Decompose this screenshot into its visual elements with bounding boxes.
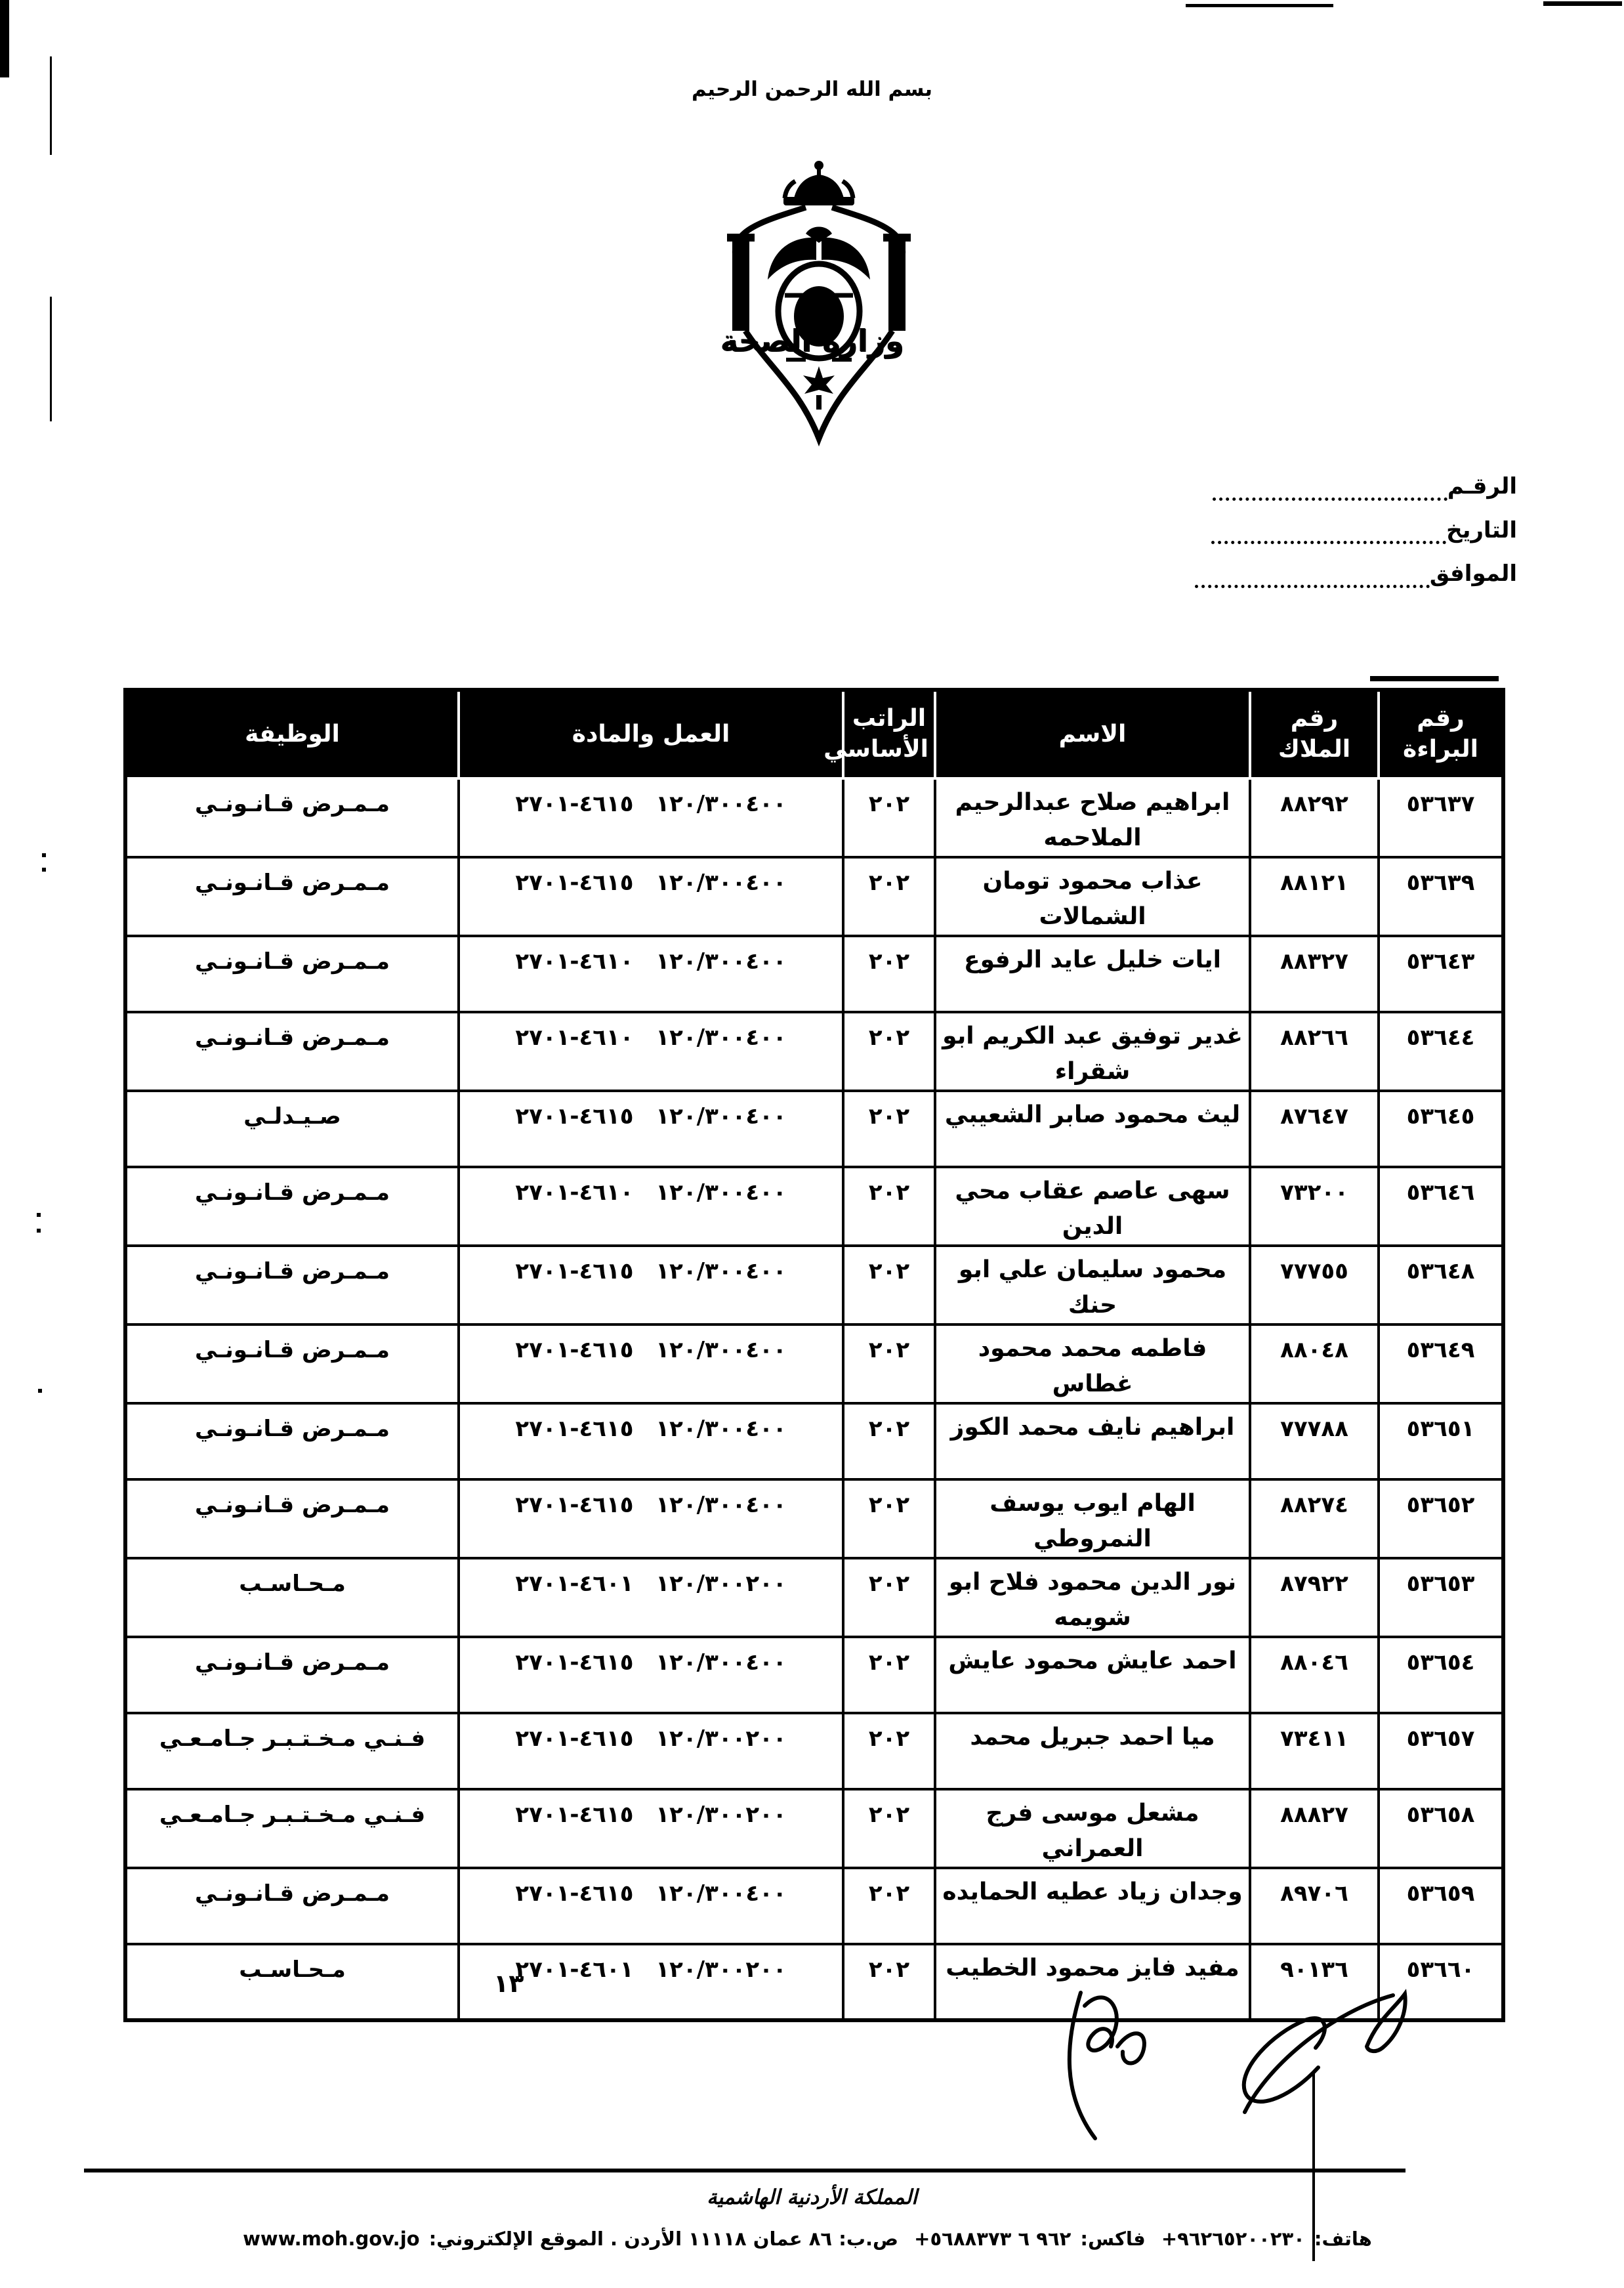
cell-basic-salary: ٢٠٢ <box>843 1637 935 1713</box>
cell-employee-name: ليث محمود صابر الشعيبي <box>935 1091 1250 1167</box>
cell-job-title: مـحـاسـب <box>125 1944 459 2020</box>
cell-establishment-number: ٨٧٩٢٢ <box>1250 1558 1379 1637</box>
scan-artifact <box>42 868 46 872</box>
ref-date-label: التاريخ <box>1446 517 1517 543</box>
cell-establishment-number: ٨٨١٢١ <box>1250 857 1379 936</box>
cell-establishment-number: ٨٨٢٧٤ <box>1250 1479 1379 1558</box>
ref-row-corresponding <box>1195 560 1517 588</box>
header-job-title: الوظيفة <box>125 690 459 778</box>
ref-corresponding-dotted-line <box>1195 564 1430 588</box>
cell-work-and-item: ١٢٠/٣٠٠٤٠٠ ٤٦١٥-٢٧٠١ <box>459 1868 843 1944</box>
cell-work-and-item: ١٢٠/٣٠٠٢٠٠ ٤٦١٥-٢٧٠١ <box>459 1713 843 1789</box>
cell-employee-name: مفيد فايز محمود الخطيب <box>935 1944 1250 2020</box>
personnel-table-grid <box>123 688 1505 2022</box>
cell-job-title: فـنـي مـخـتـبـر جـامـعـي <box>125 1713 459 1789</box>
cell-work-and-item: ١٢٠/٣٠٠٤٠٠ ٤٦١٥-٢٧٠١ <box>459 1091 843 1167</box>
cell-establishment-number: ٨٩٧٠٦ <box>1250 1868 1379 1944</box>
cell-patent-number: ٥٣٦٥٣ <box>1379 1558 1503 1637</box>
ministry-title-calligraphy: وزارة الصحة <box>720 323 904 358</box>
signature-mark <box>1007 1983 1421 2157</box>
cell-basic-salary: ٢٠٢ <box>843 1558 935 1637</box>
footer-contact-line <box>0 2228 1624 2250</box>
cell-establishment-number: ٨٨٣٢٧ <box>1250 936 1379 1012</box>
cell-patent-number: ٥٣٦٤٤ <box>1379 1012 1503 1091</box>
table-row <box>125 1403 1503 1479</box>
cell-employee-name: عذاب محمود تومان الشمالات <box>935 857 1250 936</box>
header-name: الاسم <box>935 690 1250 778</box>
cell-work-and-item: ١٢٠/٣٠٠٤٠٠ ٤٦١٥-٢٧٠١ <box>459 1479 843 1558</box>
table-row <box>125 936 1503 1012</box>
cell-patent-number: ٥٣٦٣٩ <box>1379 857 1503 936</box>
cell-employee-name: احمد عايش محمود عايش <box>935 1637 1250 1713</box>
cell-job-title: مـحـاسـب <box>125 1558 459 1637</box>
cell-work-and-item: ١٢٠/٣٠٠٤٠٠ ٤٦١٠-٢٧٠١ <box>459 1167 843 1246</box>
cell-employee-name: محمود سليمان علي ابو حنك <box>935 1246 1250 1324</box>
royal-crest-icon <box>707 155 930 463</box>
cell-establishment-number: ٧٧٧٥٥ <box>1250 1246 1379 1324</box>
footer-divider <box>84 2169 1405 2172</box>
table-row <box>125 1868 1503 1944</box>
table-row <box>125 1167 1503 1246</box>
cell-work-and-item: ١٢٠/٣٠٠٢٠٠ ٤٦٠١-٢٧٠١ <box>459 1944 843 2020</box>
header-work-and-item: العمل والمادة <box>459 690 843 778</box>
table-row <box>125 1012 1503 1091</box>
ref-number-label: الرقـم <box>1447 473 1517 499</box>
cell-employee-name: نور الدين محمود فلاح ابو شويمه <box>935 1558 1250 1637</box>
kingdom-title-calligraphy: المملكة الأردنية الهاشمية <box>707 2186 917 2209</box>
cell-job-title: مـمـرض قـانـونـي <box>125 936 459 1012</box>
ref-date-dotted-line <box>1211 520 1446 544</box>
cell-patent-number: ٥٣٦٦٠ <box>1379 1944 1503 2020</box>
cell-patent-number: ٥٣٦٤٦ <box>1379 1167 1503 1246</box>
cell-job-title: صـيـدلـي <box>125 1091 459 1167</box>
cell-work-and-item: ١٢٠/٣٠٠٤٠٠ ٤٦١٥-٢٧٠١ <box>459 1637 843 1713</box>
cell-job-title: فـنـي مـخـتـبـر جـامـعـي <box>125 1789 459 1868</box>
royal-crest-emblem <box>707 155 930 466</box>
cell-employee-name: فاطمه محمد محمود غطاس <box>935 1324 1250 1403</box>
table-row <box>125 1637 1503 1713</box>
cell-basic-salary: ٢٠٢ <box>843 778 935 857</box>
cell-basic-salary: ٢٠٢ <box>843 1167 935 1246</box>
header-patent-number: رقم البراءة <box>1379 690 1503 778</box>
cell-patent-number: ٥٣٦٥٢ <box>1379 1479 1503 1558</box>
table-row <box>125 1789 1503 1868</box>
table-row <box>125 778 1503 857</box>
phone-number: +٩٦٢٦٥٢٠٠٢٣٠ <box>1161 2228 1305 2250</box>
table-row <box>125 1246 1503 1324</box>
cell-work-and-item: ١٢٠/٣٠٠٤٠٠ ٤٦١٥-٢٧٠١ <box>459 857 843 936</box>
cell-patent-number: ٥٣٦٥٤ <box>1379 1637 1503 1713</box>
cell-employee-name: ميا احمد جبريل محمد <box>935 1713 1250 1789</box>
table-row <box>125 1558 1503 1637</box>
ref-row-number <box>1195 473 1517 501</box>
cell-patent-number: ٥٣٦٥٨ <box>1379 1789 1503 1868</box>
cell-establishment-number: ٧٣٢٠٠ <box>1250 1167 1379 1246</box>
scan-artifact <box>37 1229 41 1233</box>
cell-job-title: مـمـرض قـانـونـي <box>125 1324 459 1403</box>
cell-work-and-item: ١٢٠/٣٠٠٤٠٠ ٤٦١٥-٢٧٠١ <box>459 1324 843 1403</box>
cell-job-title: مـمـرض قـانـونـي <box>125 778 459 857</box>
cell-work-and-item: ١٢٠/٣٠٠٤٠٠ ٤٦١٠-٢٧٠١ <box>459 936 843 1012</box>
cell-patent-number: ٥٣٦٥٩ <box>1379 1868 1503 1944</box>
signature-icon <box>1007 1983 1421 2154</box>
scan-artifact <box>0 0 9 77</box>
ref-number-dotted-line <box>1213 477 1447 501</box>
fax-number: +٩٦٢ ٦ ٥٦٨٨٣٧٣ <box>914 2228 1072 2250</box>
cell-establishment-number: ٨٨٠٤٨ <box>1250 1324 1379 1403</box>
table-header-row <box>125 690 1503 778</box>
scan-artifact <box>42 853 46 857</box>
scan-artifact <box>50 297 52 421</box>
pobox-and-website-label: ص.ب: ٨٦ عمان ١١١١٨ الأردن . الموقع الإلكتروني: <box>428 2228 899 2250</box>
cell-basic-salary: ٢٠٢ <box>843 936 935 1012</box>
cell-basic-salary: ٢٠٢ <box>843 1403 935 1479</box>
cell-employee-name: مشعل موسى فرج العمراني <box>935 1789 1250 1868</box>
cell-employee-name: سهى عاصم عقاب محي الدين <box>935 1167 1250 1246</box>
cell-basic-salary: ٢٠٢ <box>843 1091 935 1167</box>
cell-job-title: مـمـرض قـانـونـي <box>125 1868 459 1944</box>
cell-establishment-number: ٨٨٢٩٢ <box>1250 778 1379 857</box>
cell-patent-number: ٥٣٦٤٩ <box>1379 1324 1503 1403</box>
table-row <box>125 1713 1503 1789</box>
cell-employee-name: وجدان زياد عطيه الحمايده <box>935 1868 1250 1944</box>
scan-artifact <box>1543 1 1622 6</box>
cell-work-and-item: ١٢٠/٣٠٠٤٠٠ ٤٦١٥-٢٧٠١ <box>459 1403 843 1479</box>
ref-row-date <box>1195 517 1517 545</box>
cell-job-title: مـمـرض قـانـونـي <box>125 1246 459 1324</box>
page-number: ١٣ <box>493 1969 524 1998</box>
header-basic-salary: الراتب الأساسي <box>843 690 935 778</box>
website-url: www.moh.gov.jo <box>243 2228 420 2250</box>
cell-patent-number: ٥٣٦٥٧ <box>1379 1713 1503 1789</box>
cell-establishment-number: ٧٧٧٨٨ <box>1250 1403 1379 1479</box>
cell-work-and-item: ١٢٠/٣٠٠٤٠٠ ٤٦١٠-٢٧٠١ <box>459 1012 843 1091</box>
cell-basic-salary: ٢٠٢ <box>843 1324 935 1403</box>
cell-establishment-number: ٨٨٠٤٦ <box>1250 1637 1379 1713</box>
basmala-calligraphy: بسم الله الرحمن الرحيم <box>691 77 933 101</box>
cell-employee-name: ابراهيم صلاح عبدالرحيم الملاحمه <box>935 778 1250 857</box>
cell-employee-name: غدير توفيق عبد الكريم ابو شقراء <box>935 1012 1250 1091</box>
cell-job-title: مـمـرض قـانـونـي <box>125 1167 459 1246</box>
cell-basic-salary: ٢٠٢ <box>843 1789 935 1868</box>
cell-work-and-item: ١٢٠/٣٠٠٤٠٠ ٤٦١٥-٢٧٠١ <box>459 778 843 857</box>
table-row <box>125 857 1503 936</box>
cell-job-title: مـمـرض قـانـونـي <box>125 1479 459 1558</box>
cell-job-title: مـمـرض قـانـونـي <box>125 1403 459 1479</box>
cell-basic-salary: ٢٠٢ <box>843 857 935 936</box>
cell-establishment-number: ٨٨٨٢٧ <box>1250 1789 1379 1868</box>
table-row <box>125 1479 1503 1558</box>
scan-artifact <box>50 56 52 155</box>
cell-establishment-number: ٨٧٦٤٧ <box>1250 1091 1379 1167</box>
header-establishment-number: رقم الملاك <box>1250 690 1379 778</box>
reference-fields <box>1195 473 1517 604</box>
cell-employee-name: الهام ايوب يوسف النمروطي <box>935 1479 1250 1558</box>
cell-work-and-item: ١٢٠/٣٠٠٤٠٠ ٤٦١٥-٢٧٠١ <box>459 1246 843 1324</box>
table-body <box>125 778 1503 2020</box>
cell-work-and-item: ١٢٠/٣٠٠٢٠٠ ٤٦٠١-٢٧٠١ <box>459 1558 843 1637</box>
scan-artifact <box>38 1389 42 1393</box>
cell-job-title: مـمـرض قـانـونـي <box>125 857 459 936</box>
cell-job-title: مـمـرض قـانـونـي <box>125 1637 459 1713</box>
cell-basic-salary: ٢٠٢ <box>843 1713 935 1789</box>
cell-patent-number: ٥٣٦٥١ <box>1379 1403 1503 1479</box>
cell-patent-number: ٥٣٦٣٧ <box>1379 778 1503 857</box>
personnel-table <box>123 688 1505 2022</box>
table-row <box>125 1091 1503 1167</box>
cell-basic-salary: ٢٠٢ <box>843 1012 935 1091</box>
cell-basic-salary: ٢٠٢ <box>843 1479 935 1558</box>
cell-employee-name: ايات خليل عايد الرفوع <box>935 936 1250 1012</box>
cell-basic-salary: ٢٠٢ <box>843 1868 935 1944</box>
cell-establishment-number: ٧٣٤١١ <box>1250 1713 1379 1789</box>
cell-basic-salary: ٢٠٢ <box>843 1944 935 2020</box>
cell-establishment-number: ٨٨٢٦٦ <box>1250 1012 1379 1091</box>
ref-corresponding-label: الموافق <box>1429 561 1517 587</box>
cell-job-title: مـمـرض قـانـونـي <box>125 1012 459 1091</box>
cell-patent-number: ٥٣٦٤٣ <box>1379 936 1503 1012</box>
scan-artifact <box>37 1213 41 1217</box>
phone-label: هاتف: <box>1314 2228 1372 2250</box>
fax-label: فاكس: <box>1080 2228 1146 2250</box>
cell-establishment-number: ٩٠١٣٦ <box>1250 1944 1379 2020</box>
cell-patent-number: ٥٣٦٤٨ <box>1379 1246 1503 1324</box>
scan-artifact <box>1370 676 1499 681</box>
table-row <box>125 1324 1503 1403</box>
table-header <box>125 690 1503 778</box>
cell-employee-name: ابراهيم نايف محمد الكوز <box>935 1403 1250 1479</box>
cell-patent-number: ٥٣٦٤٥ <box>1379 1091 1503 1167</box>
cell-basic-salary: ٢٠٢ <box>843 1246 935 1324</box>
cell-work-and-item: ١٢٠/٣٠٠٢٠٠ ٤٦١٥-٢٧٠١ <box>459 1789 843 1868</box>
scan-artifact <box>1186 4 1333 7</box>
